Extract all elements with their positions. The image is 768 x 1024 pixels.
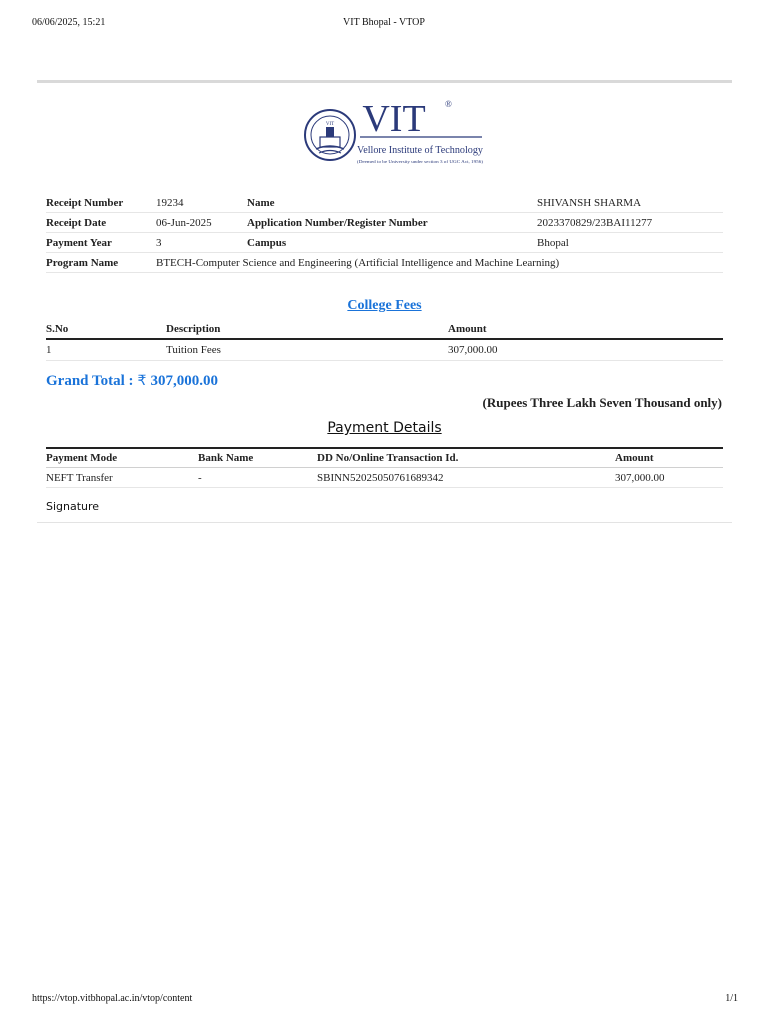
payment-header-amount: Amount <box>615 448 723 468</box>
rupee-icon: ₹ <box>137 373 147 389</box>
program-label: Program Name <box>46 253 156 273</box>
program-value: BTECH-Computer Science and Engineering (Artificial Intelligence and Machine Learning) <box>156 253 723 273</box>
receipt-card <box>37 80 732 523</box>
fees-header-description: Description <box>166 319 448 339</box>
print-page-title: VIT Bhopal - VTOP <box>343 17 425 28</box>
college-fees-title: College Fees <box>347 298 422 313</box>
fees-cell-description: Tuition Fees <box>166 339 448 361</box>
vit-logo <box>302 91 487 177</box>
campus-label: Campus <box>247 233 537 253</box>
fees-header-amount: Amount <box>448 319 723 339</box>
fees-header-row <box>46 319 723 339</box>
table-row <box>46 468 723 488</box>
payment-cell-transaction: SBINN52025050761689342 <box>317 468 615 488</box>
print-datetime: 06/06/2025, 15:21 <box>32 17 106 28</box>
payment-header-bank: Bank Name <box>198 448 317 468</box>
info-row <box>46 213 723 233</box>
fees-cell-sno: 1 <box>46 339 166 361</box>
fees-header-sno: S.No <box>46 319 166 339</box>
payment-details-title: Payment Details <box>327 420 442 436</box>
payment-year-label: Payment Year <box>46 233 156 253</box>
payment-cell-bank: - <box>198 468 317 488</box>
receipt-number-label: Receipt Number <box>46 193 156 213</box>
college-fees-table <box>46 319 723 361</box>
grand-total <box>46 373 218 390</box>
grand-total-amount: 307,000.00 <box>150 373 218 389</box>
print-header <box>32 17 736 31</box>
payment-details-table <box>46 447 723 488</box>
info-row <box>46 233 723 253</box>
vit-seal-icon <box>305 110 355 160</box>
fees-cell-amount: 307,000.00 <box>448 339 723 361</box>
name-label: Name <box>247 193 537 213</box>
receipt-info-table <box>46 193 723 273</box>
info-row <box>46 193 723 213</box>
signature-label: Signature <box>46 500 100 513</box>
svg-text:VIT: VIT <box>325 122 335 127</box>
print-url: https://vtop.vitbhopal.ac.in/vtop/content <box>32 993 193 1004</box>
payment-header-row <box>46 448 723 468</box>
name-value: SHIVANSH SHARMA <box>537 193 723 213</box>
payment-year-value: 3 <box>156 233 247 253</box>
receipt-date-value: 06-Jun-2025 <box>156 213 247 233</box>
app-number-label: Application Number/Register Number <box>247 213 537 233</box>
grand-total-label: Grand Total : <box>46 373 134 389</box>
logo-institute-name: Vellore Institute of Technology <box>357 144 484 156</box>
receipt-number-value: 19234 <box>156 193 247 213</box>
table-row <box>46 339 723 361</box>
payment-cell-amount: 307,000.00 <box>615 468 723 488</box>
payment-header-mode: Payment Mode <box>46 448 198 468</box>
logo-wordmark: VIT <box>362 98 426 140</box>
campus-value: Bhopal <box>537 233 723 253</box>
payment-cell-mode: NEFT Transfer <box>46 468 198 488</box>
logo-registered-mark: ® <box>445 99 452 109</box>
print-footer <box>32 993 738 1007</box>
print-page-number: 1/1 <box>725 993 738 1004</box>
info-row <box>46 253 723 273</box>
payment-header-transaction: DD No/Online Transaction Id. <box>317 448 615 468</box>
logo-tagline: (Deemed to be University under section 3 of UGC Act, 1956) <box>357 159 461 164</box>
amount-in-words: (Rupees Three Lakh Seven Thousand only) <box>482 395 722 410</box>
receipt-date-label: Receipt Date <box>46 213 156 233</box>
app-number-value: 2023370829/23BAI11277 <box>537 213 723 233</box>
